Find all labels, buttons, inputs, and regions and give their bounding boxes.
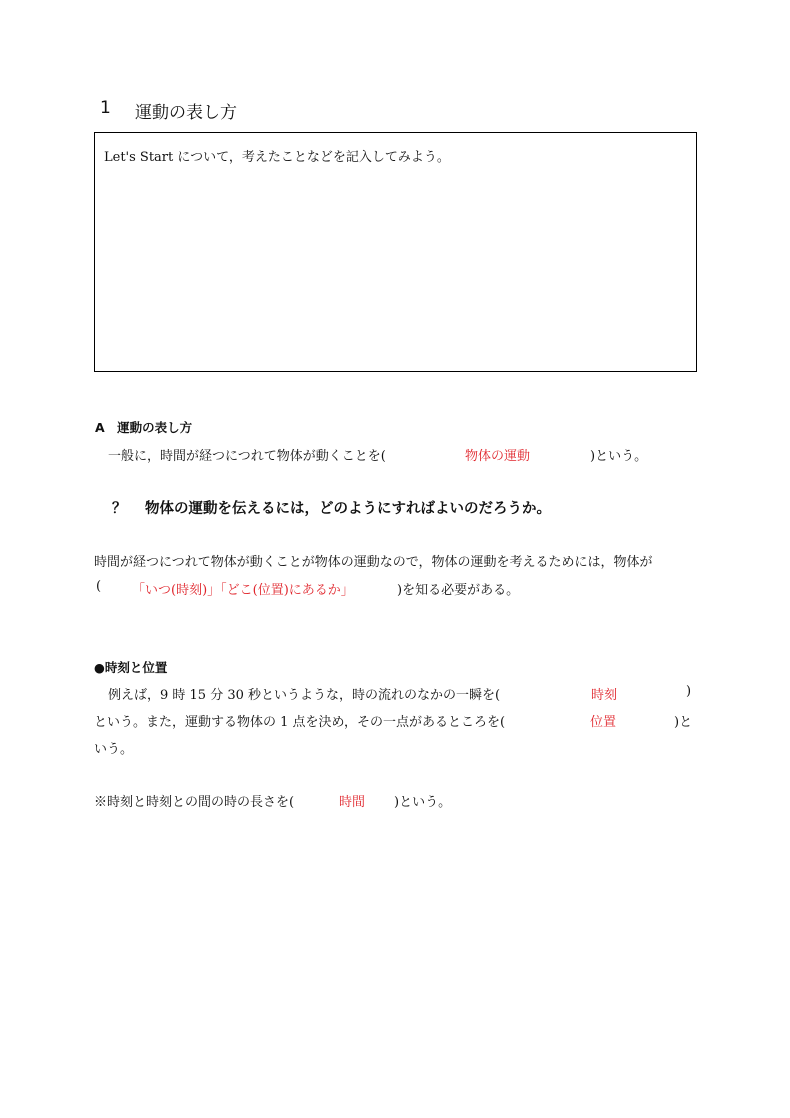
explanation-line1: 時間が経つにつれて物体が動くことが物体の運動なので，物体の運動を考えるためには，物体が — [94, 555, 653, 570]
lets-start-answer-box[interactable] — [94, 132, 697, 372]
note-suffix: )という。 — [394, 795, 452, 810]
question-text: 物体の運動を伝えるには，どのようにすればよいのだろうか。 — [145, 501, 551, 517]
time-position-heading: ●時刻と位置 — [94, 660, 168, 675]
lets-start-prompt: Let's Start について，考えたことなどを記入してみよう。 — [104, 150, 450, 165]
time-position-line2-prefix: という。また，運動する物体の 1 点を決め，その一点があるところを( — [94, 715, 506, 730]
explanation-suffix: )を知る必要がある。 — [397, 583, 520, 598]
question-mark-icon: ？ — [112, 501, 127, 517]
answer-position: 位置 — [590, 715, 617, 730]
answer-motion: 物体の運動 — [465, 449, 531, 464]
explanation-open-paren: ( — [96, 579, 102, 594]
time-position-line2-suffix: )と — [674, 715, 693, 730]
answer-when-where: 「いつ(時刻)」「どこ(位置)にあるか」 — [132, 583, 354, 598]
answer-time-duration: 時間 — [339, 795, 366, 810]
time-position-line1-prefix: 例えば，9 時 15 分 30 秒というような，時の流れのなかの一瞬を( — [108, 688, 501, 703]
answer-time-instant: 時刻 — [591, 688, 618, 703]
note-prefix: ※時刻と時刻との間の時の長さを( — [94, 795, 295, 810]
subsection-a-heading: A 運動の表し方 — [95, 420, 193, 435]
time-position-line1-close: ) — [686, 684, 692, 699]
subsection-a-line-prefix: 一般に，時間が経つにつれて物体が動くことを( — [108, 449, 386, 464]
time-position-line3: いう。 — [94, 742, 134, 757]
section-title: 運動の表し方 — [135, 103, 237, 123]
subsection-a-line-suffix: )という。 — [590, 449, 648, 464]
section-number: 1 — [100, 98, 111, 118]
